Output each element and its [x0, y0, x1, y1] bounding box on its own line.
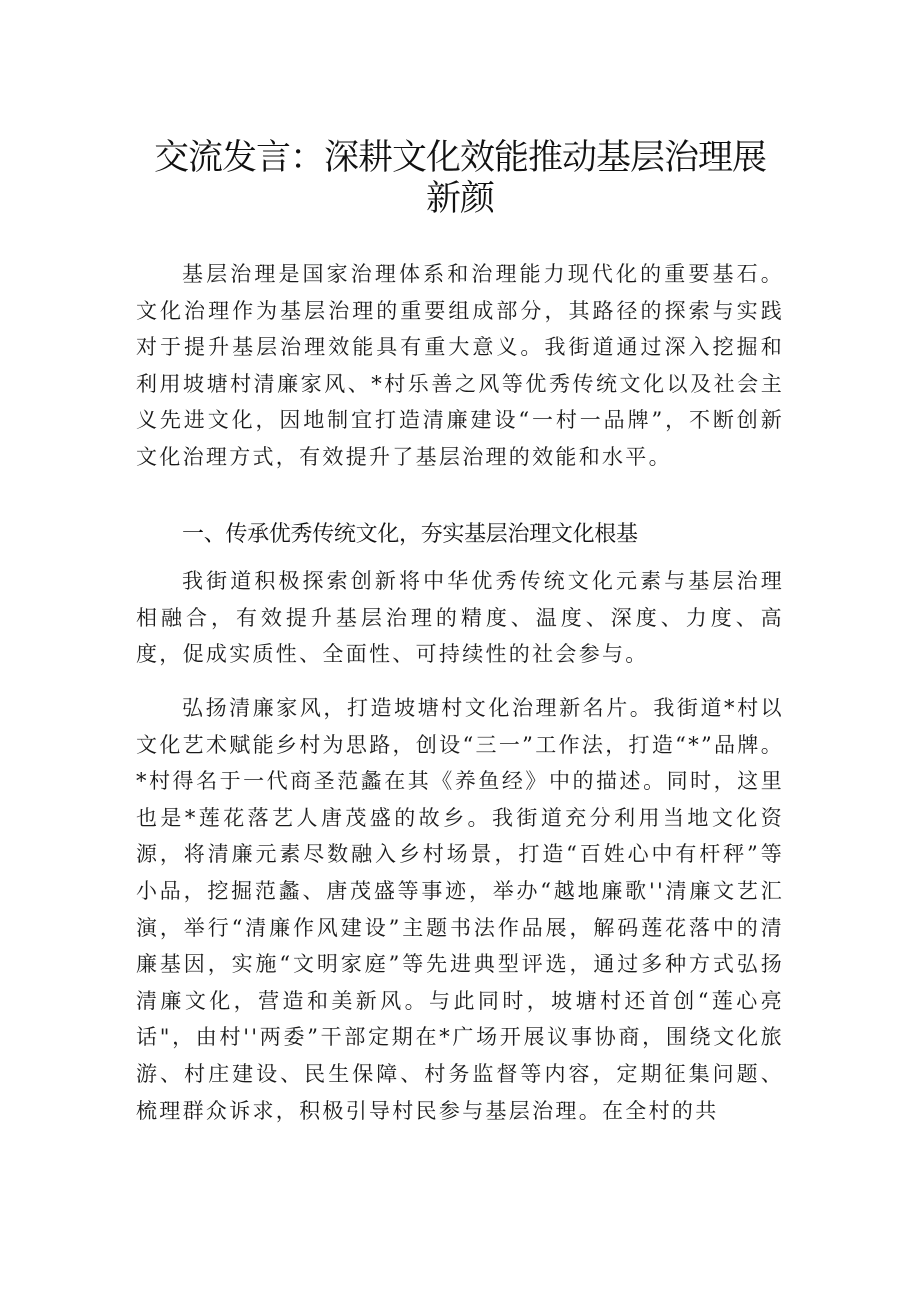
document-title-line-1: 交流发言：深耕文化效能推动基层治理展: [153, 138, 766, 178]
document-title-line-2: 新颜: [425, 179, 494, 219]
section-heading-1: 一、传承优秀传统文化，夯实基层治理文化根基: [182, 522, 638, 547]
section-1-paragraph-2: 弘扬清廉家风，打造坡塘村文化治理新名片。我街道*村以文化艺术赋能乡村为思路，创设“三一”工作法，打造“*”品牌。*村得名于一代商圣范蠡在其《养鱼经》中的描述。同时，这里也是*莲花落艺人唐茂盛的故乡。我街道充分利用当地文化资源，将清廉元素尽数融入乡村场景，打造“百姓心中有杆秤”等小品，挖掘范蠡、唐茂盛等事迹，举办“越地廉歌''清廉文艺汇演，举行“清廉作风建设”主题书法作品展，解码莲花落中的清廉基因，实施“文明家庭”等先进典型评选，通过多种方式弘扬清廉文化，营造和美新风。与此同时，坡塘村还首创“莲心亮话"，由村''两委”干部定期在*广场开展议事协商，围绕文化旅游、村庄建设、民生保障、村务监督等内容，定期征集问题、梳理群众诉求，积极引导村民参与基层治理。在全村的共: [136, 696, 784, 1123]
section-1-paragraph-1: 我街道积极探索创新将中华优秀传统文化元素与基层治理相融合，有效提升基层治理的精度、温度、深度、力度、高度，促成实质性、全面性、可持续性的社会参与。: [136, 569, 784, 667]
intro-paragraph: 基层治理是国家治理体系和治理能力现代化的重要基石。文化治理作为基层治理的重要组成部分，其路径的探索与实践对于提升基层治理效能具有重大意义。我街道通过深入挖掘和利用坡塘村清廉家风、*村乐善之风等优秀传统文化以及社会主义先进文化，因地制宜打造清廉建设“一村一品牌”，不断创新文化治理方式，有效提升了基层治理的效能和水平。: [136, 262, 784, 469]
